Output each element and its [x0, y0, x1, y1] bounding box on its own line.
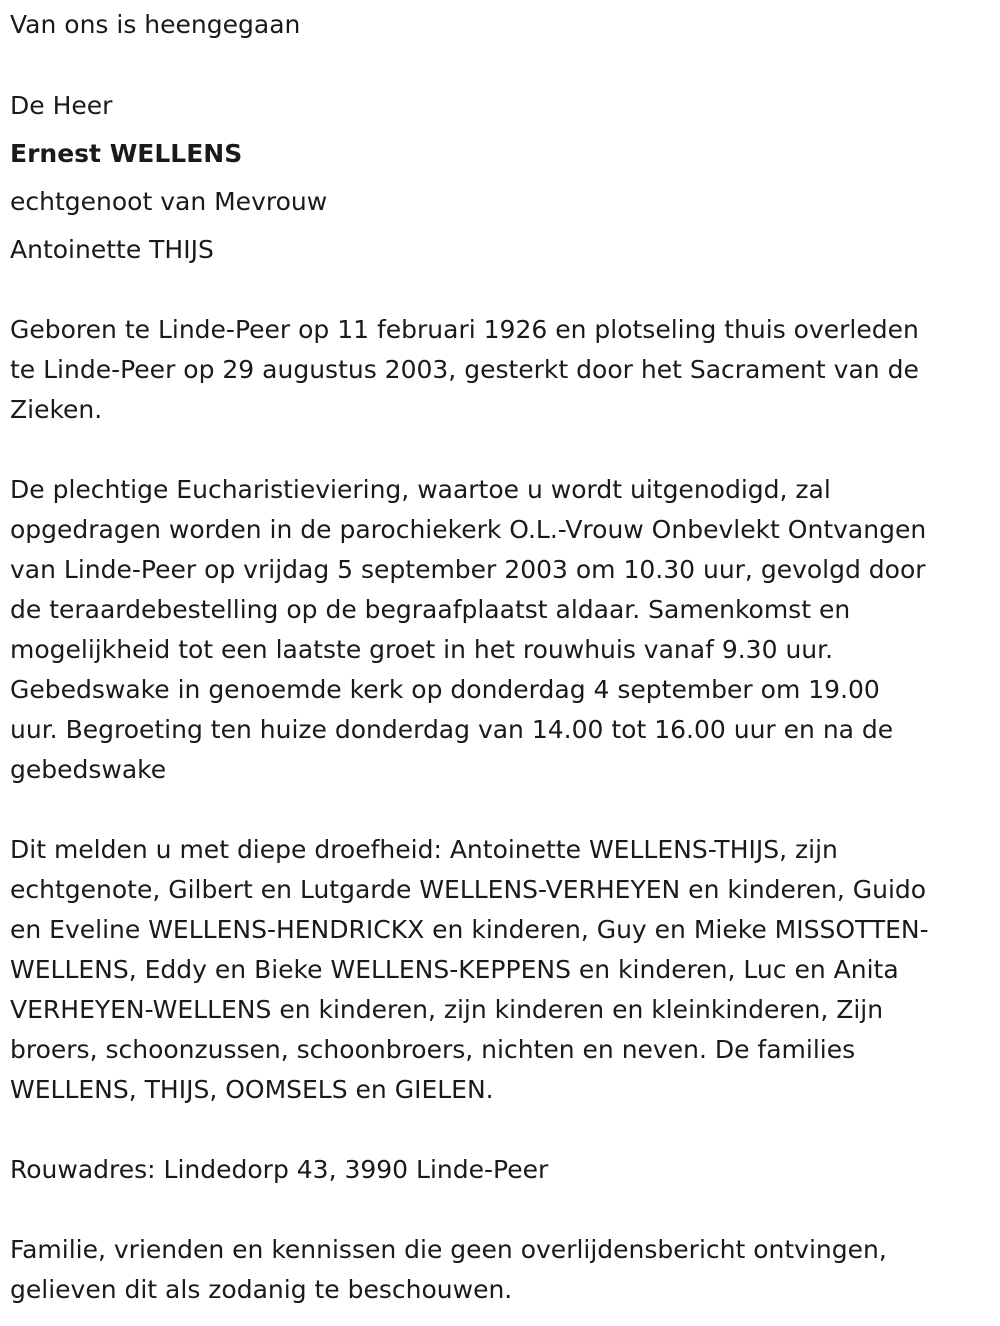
spouse-name: Antoinette THIJS	[10, 235, 214, 264]
paragraph-line: mogelijkheid tot een laatste groet in het rouwhuis vanaf 9.30 uur.	[10, 635, 834, 664]
mourning-address: Rouwadres: Lindedorp 43, 3990 Linde-Peer	[10, 1155, 549, 1184]
deceased-name: Ernest WELLENS	[10, 139, 243, 168]
paragraph-line: broers, schoonzussen, schoonbroers, nichten en neven. De families	[10, 1035, 856, 1064]
paragraph-line: Gebedswake in genoemde kerk op donderdag 4 september om 19.00	[10, 675, 880, 704]
salutation: De Heer	[10, 91, 113, 120]
paragraph-line: gebedswake	[10, 755, 167, 784]
paragraph-line: WELLENS, Eddy en Bieke WELLENS-KEPPENS en kinderen, Luc en Anita	[10, 955, 899, 984]
announced-by-paragraph	[10, 830, 990, 1110]
spouse-relation: echtgenoot van Mevrouw	[10, 187, 328, 216]
paragraph-line: De plechtige Eucharistieviering, waartoe u wordt uitgenodigd, zal	[10, 475, 831, 504]
paragraph-line: WELLENS, THIJS, OOMSELS en GIELEN.	[10, 1075, 494, 1104]
paragraph-line: en Eveline WELLENS-HENDRICKX en kinderen, Guy en Mieke MISSOTTEN-	[10, 915, 929, 944]
birth-death-paragraph	[10, 310, 990, 430]
intro-line: Van ons is heengegaan	[10, 10, 301, 39]
paragraph-line: Dit melden u met diepe droefheid: Antoinette WELLENS-THIJS, zijn	[10, 835, 838, 864]
closing-paragraph	[10, 1230, 990, 1310]
paragraph-line: opgedragen worden in de parochiekerk O.L.-Vrouw Onbevlekt Ontvangen	[10, 515, 927, 544]
paragraph-line: Familie, vrienden en kennissen die geen overlijdensbericht ontvingen,	[10, 1235, 887, 1264]
paragraph-line: VERHEYEN-WELLENS en kinderen, zijn kinderen en kleinkinderen, Zijn	[10, 995, 884, 1024]
paragraph-line: de teraardebestelling op de begraafplaatst aldaar. Samenkomst en	[10, 595, 851, 624]
paragraph-line: van Linde-Peer op vrijdag 5 september 2003 om 10.30 uur, gevolgd door	[10, 555, 926, 584]
paragraph-line: Zieken.	[10, 395, 103, 424]
paragraph-line: gelieven dit als zodanig te beschouwen.	[10, 1275, 513, 1304]
paragraph-line: te Linde-Peer op 29 augustus 2003, gesterkt door het Sacrament van de	[10, 355, 919, 384]
paragraph-line: Geboren te Linde-Peer op 11 februari 1926 en plotseling thuis overleden	[10, 315, 919, 344]
paragraph-line: echtgenote, Gilbert en Lutgarde WELLENS-VERHEYEN en kinderen, Guido	[10, 875, 927, 904]
paragraph-line: uur. Begroeting ten huize donderdag van 14.00 tot 16.00 uur en na de	[10, 715, 894, 744]
ceremony-paragraph	[10, 470, 990, 790]
